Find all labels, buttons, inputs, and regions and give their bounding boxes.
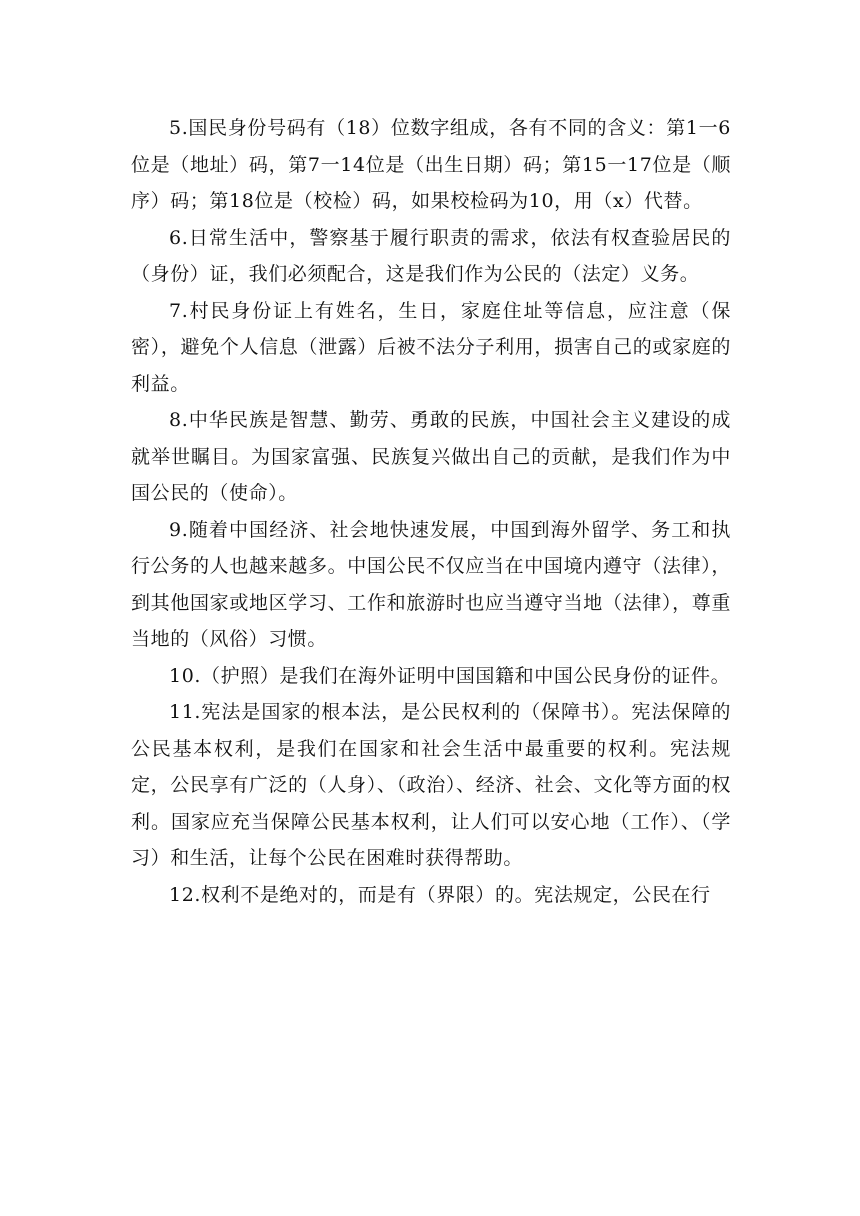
paragraph-10: 10.（护照）是我们在海外证明中国国籍和中国公民身份的证件。: [169, 664, 731, 687]
paragraph-6: 6.日常生活中，警察基于履行职责的需求，依法有权查验居民的（身份）证，我们必须配合，这是我们作为公民的（法定）义务。: [131, 226, 731, 285]
paragraph-7: 7.村民身份证上有姓名，生日，家庭住址等信息，应注意（保密），避免个人信息（泄露）后被不法分子利用，损害自己的或家庭的利益。: [131, 299, 731, 395]
paragraph-8: 8.中华民族是智慧、勤劳、勇敢的民族，中国社会主义建设的成就举世瞩目。为国家富强、民族复兴做出自己的贡献，是我们作为中国公民的（使命）。: [131, 409, 731, 504]
document-body: [131, 110, 731, 913]
paragraph-12: 12.权利不是绝对的，而是有（界限）的。宪法规定，公民在行: [169, 883, 711, 906]
paragraph-11: 11.宪法是国家的根本法，是公民权利的（保障书）。宪法保障的公民基本权利，是我们在国家和社会生活中最重要的权利。宪法规定，公民享有广泛的（人身）、（政治）、经济、社会、文化等方面的权利。国家应充当保障公民基本权利，让人们可以安心地（工作）、（学习）和生活，让每个公民在困难时获得帮助。: [131, 701, 731, 869]
paragraph-9: 9.随着中国经济、社会地快速发展，中国到海外留学、务工和执行公务的人也越来越多。中国公民不仅应当在中国境内遵守（法律），到其他国家或地区学习、工作和旅游时也应当遵守当地（法律），尊重当地的（风俗）习惯。: [131, 518, 731, 650]
paragraph-5: 5.国民身份号码有（18）位数字组成，各有不同的含义：第1一6位是（地址）码，第7一14位是（出生日期）码；第15一17位是（顺序）码；第18位是（校检）码，如果校检码为10，用（x）代替。: [131, 117, 731, 212]
